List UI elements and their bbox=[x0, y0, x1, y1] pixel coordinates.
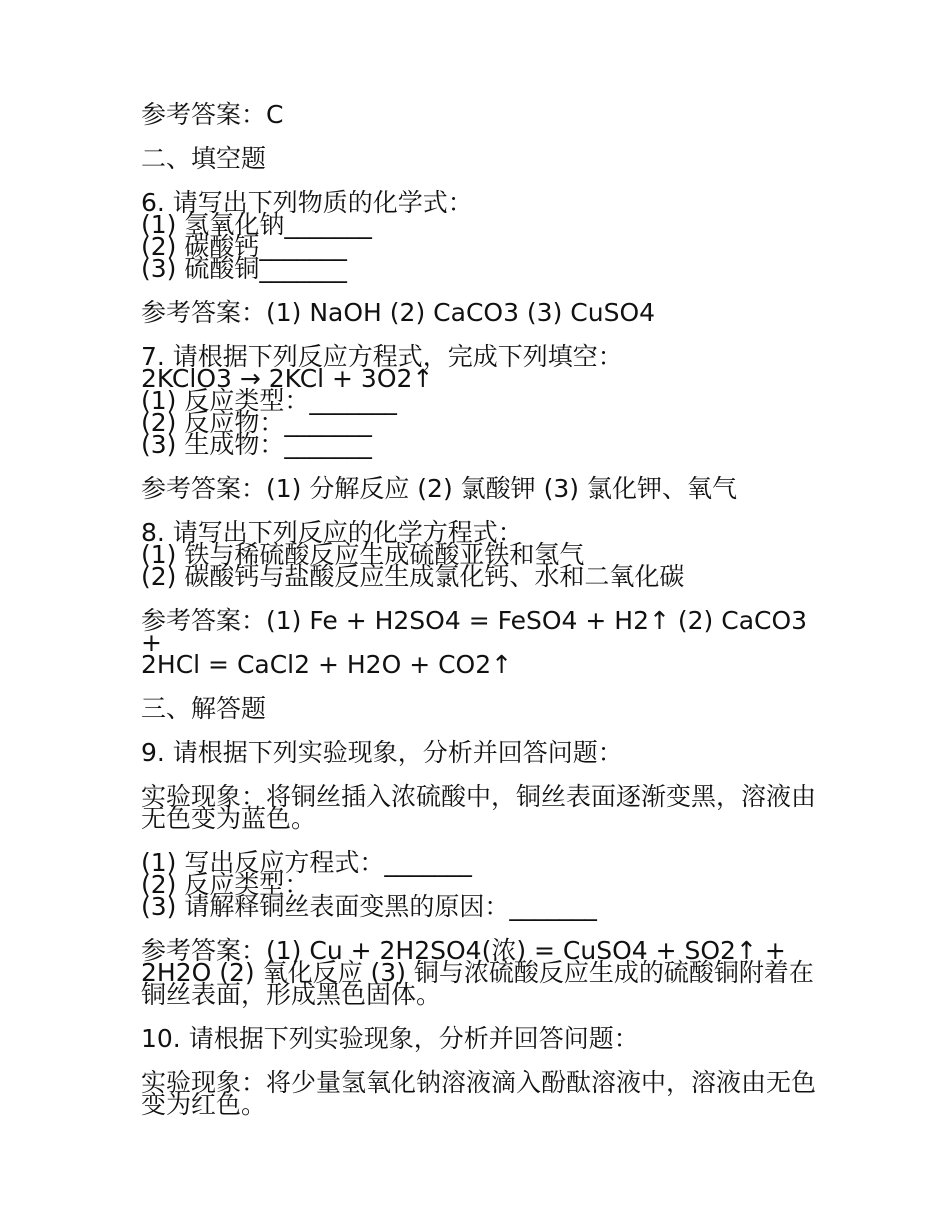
text-line: (1) 氢氧化钠_______ bbox=[141, 210, 372, 239]
text-line: 参考答案：C bbox=[141, 100, 284, 129]
text-line: 参考答案：(1) NaOH (2) CaCO3 (3) CuSO4 bbox=[141, 298, 656, 327]
text-line: 参考答案：(1) Fe + H2SO4 = FeSO4 + H2↑ (2) CaCO3 + bbox=[141, 606, 816, 657]
answer-paragraph bbox=[141, 606, 821, 679]
text-line: 7. 请根据下列反应方程式，完成下列填空： bbox=[141, 342, 623, 371]
text-line: 9. 请根据下列实验现象，分析并回答问题： bbox=[141, 738, 623, 767]
text-line: 三、解答题 bbox=[141, 694, 267, 723]
question-paragraph bbox=[141, 738, 821, 767]
text-line: (3) 请解释铜丝表面变黑的原因：_______ bbox=[141, 892, 597, 921]
experiment-paragraph bbox=[141, 1068, 821, 1119]
text-line: (1) 反应类型：_______ bbox=[141, 386, 397, 415]
text-line: 变为红色。 bbox=[141, 1090, 267, 1119]
text-line: 铜丝表面，形成黑色固体。 bbox=[141, 980, 442, 1009]
text-line: (2) 碳酸钙_______ bbox=[141, 232, 347, 261]
answer-paragraph bbox=[141, 474, 821, 503]
text-line: (2) 反应类型： bbox=[141, 870, 310, 899]
text-line: 2HCl = CaCl2 + H2O + CO2↑ bbox=[141, 650, 513, 679]
answer-paragraph bbox=[141, 936, 821, 1009]
answer-paragraph bbox=[141, 100, 821, 129]
text-line: (3) 硫酸铜_______ bbox=[141, 254, 347, 283]
question-paragraph bbox=[141, 518, 821, 591]
text-line: 无色变为蓝色。 bbox=[141, 804, 317, 833]
text-line: (3) 生成物：_______ bbox=[141, 430, 372, 459]
question-paragraph bbox=[141, 188, 821, 283]
experiment-paragraph bbox=[141, 782, 821, 833]
text-line: 2H2O (2) 氧化反应 (3) 铜与浓硫酸反应生成的硫酸铜附着在 bbox=[141, 958, 814, 987]
question-paragraph bbox=[141, 1024, 821, 1053]
text-line: 6. 请写出下列物质的化学式： bbox=[141, 188, 473, 217]
text-line: 10. 请根据下列实验现象，分析并回答问题： bbox=[141, 1024, 639, 1053]
text-line: 二、填空题 bbox=[141, 144, 267, 173]
text-line: 参考答案：(1) Cu + 2H2SO4(浓) = CuSO4 + SO2↑ + bbox=[141, 936, 786, 965]
text-line: 实验现象：将少量氢氧化钠溶液滴入酚酞溶液中，溶液由无色 bbox=[141, 1068, 817, 1097]
text-line: 2KClO3 → 2KCl + 3O2↑ bbox=[141, 364, 434, 393]
answer-paragraph bbox=[141, 298, 821, 327]
document-page bbox=[141, 100, 821, 1138]
text-line: 参考答案：(1) 分解反应 (2) 氯酸钾 (3) 氯化钾、氧气 bbox=[141, 474, 737, 503]
section-heading bbox=[141, 144, 821, 173]
question-paragraph bbox=[141, 848, 821, 921]
text-line: 8. 请写出下列反应的化学方程式： bbox=[141, 518, 523, 547]
text-line: (1) 铁与稀硫酸反应生成硫酸亚铁和氢气 bbox=[141, 540, 585, 569]
text-line: (1) 写出反应方程式：_______ bbox=[141, 848, 472, 877]
text-line: (2) 碳酸钙与盐酸反应生成氯化钙、水和二氧化碳 bbox=[141, 562, 685, 591]
section-heading bbox=[141, 694, 821, 723]
question-paragraph bbox=[141, 342, 821, 459]
text-line: 实验现象：将铜丝插入浓硫酸中，铜丝表面逐渐变黑，溶液由 bbox=[141, 782, 817, 811]
text-line: (2) 反应物：_______ bbox=[141, 408, 372, 437]
